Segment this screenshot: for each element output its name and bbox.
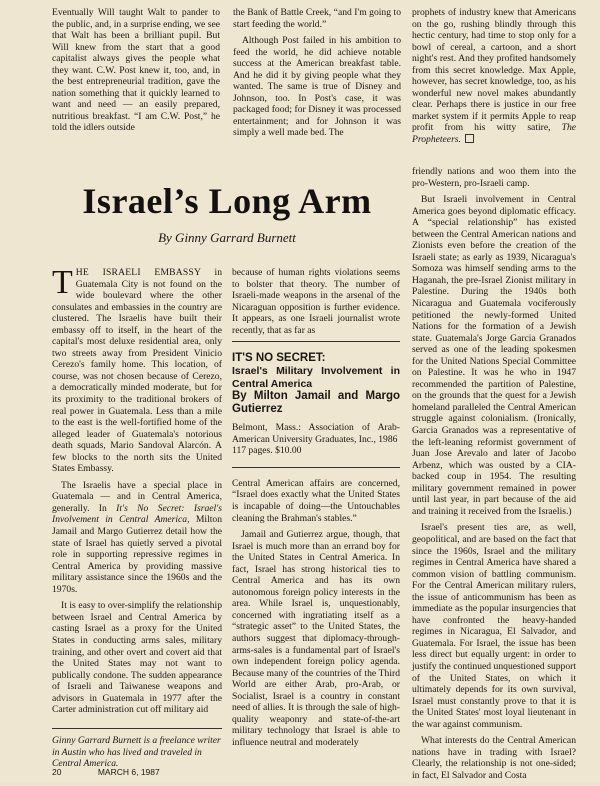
lead-smallcaps: HE ISRAELI EMBASSY	[75, 267, 202, 278]
paragraph: because of human rights violations seems to bolster that theory. The number of Israeli-made weapons in the arsenal of the Nicaraguan opposition is further evidence. It appears, as one Israeli journalist wrote recently, that as far as	[232, 267, 400, 336]
paragraph: the Bank of Battle Creek, “and I'm going to start feeding the world.”	[233, 7, 401, 30]
lead-paragraph	[52, 264, 222, 475]
paragraph: friendly nations and woo them into the pro-Western, pro-Israeli camp.	[412, 166, 576, 189]
paragraph	[412, 7, 576, 146]
book-details: 117 pages. $10.00	[232, 445, 302, 457]
paragraph: But Israeli involvement in Central America goes beyond diplomatic efficacy. A “special relationship” has existed between the Central American nations and Zionists even before the creation of the Israeli state; as early as 1939, Nicaragua's Somoza was himself sending arms to the Haganah, the pre-Israel Zionist military in Palestine. During the 1940s both Nicaragua and Guatemala vociferously petitioned the newly-formed United Nations for the formation of a Jewish state. Guatemala's Jorge Garcia Granados served as one of the leading spokesmen for the United Nations Special Committee on Palestine. It was he who in 1947 recommended the partition of Palestine, on the grounds that the quest for a Jewish homeland paralleled the Central American struggle against colonialism. (Ironically, Garcia Granados was a representative of the left-leaning reformist government of Juan Jose Arevalo and later of Jacobo Arbenz, which was ousted by a CIA-backed coup in 1954. The resulting military government remained in power until last year, in part because of the aid and training it received from the Israelis.)	[412, 194, 576, 517]
paragraph	[52, 480, 222, 595]
paragraph: Jamail and Gutierrez argue, though, that Israel is much more than an errand boy for the United States in Central America. In fact, Israel has strong historical ties to Central America and has its own autonomous foreign policy interests in the area. While Israel is, unquestionably, concerned with ingratiating itself as a “strategic asset” to the United States, the authors suggest that diplomacy-through-arms-sales is a fundamental part of Israel's own independent foreign policy agenda. Because many of the countries of the Third World are either Arab, pro-Arab, or Socialist, Israel is a country in constant need of allies. It is through the sale of high-quality weaponry and state-of-the-art military technology that Israel is able to influence neutral and moderately	[232, 529, 400, 748]
paragraph-text: Milton Jamail and Margo Gutierrez detail how the state of Israel has quietly served a pivotal role in supporting repressive regimes in Central America by providing massive military assistance since the 1960s and the 1970s.	[52, 514, 222, 595]
review-publisher	[232, 422, 400, 457]
article-byline: By Ginny Garrard Burnett	[158, 230, 296, 245]
author-bio: Ginny Garrard Burnett is a freelance writer in Austin who has lived and traveled in Central America.	[52, 728, 222, 770]
review-book-title: IT'S NO SECRET:	[232, 352, 326, 365]
review-book-authors: By Milton Jamail and Margo Gutierrez	[232, 390, 400, 416]
paragraph-text: prophets of industry knew that Americans on the go, rushing blindly through this hectic century, had time to stop only for a bowl of cereal, a cartoon, and a short night's rest. And they profited handsomely from this secret knowledge. Max Apple, however, has secret knowledge, too, as his wonderful new novel makes abundantly clear. Perhaps there is justice in our free market system if it permits Apple to reap profit from his witty satire,	[412, 7, 576, 134]
paragraph: Although Post failed in his ambition to feed the world, he did achieve notable success at the American breakfast table. And he did it by giving people what they wanted. The same is true of Disney and Johnson, too. In Post's case, it was packaged food; for Disney it was processed entertainment; and for Johnson it was simply a well made bed. The	[233, 35, 401, 139]
review-book-subtitle: Israel's Military Involvement in Central America	[232, 365, 400, 390]
book-title: It's No Secret: Israel's Involvement in Central America,	[52, 502, 223, 526]
divider	[232, 467, 400, 468]
paragraph-text: The Israelis have a special place in Guatemala — and in Central America, generally. In	[52, 479, 222, 514]
book-title: The Propheteers.	[412, 122, 576, 146]
end-mark-icon	[465, 134, 474, 143]
article-column-3	[412, 166, 576, 786]
paragraph: What interests do the Central American nations have in trading with Israel? Clearly, the relationship is not one-sided; in fact, El Salvador and Costa	[412, 735, 576, 781]
paragraph: Eventually Will taught Walt to pander to the public, and, in a surprise ending, we see that Walt has been a brilliant pupil. But Will knew from the start that a good capitalist always gives the people what they want. C.W. Post knew it, too, and, in the best entrepreneurial tradition, gave the nation something that it quickly learned to want and need — an easily prepared, nutritious breakfast. “I am C.W. Post,” he told the idlers outside	[52, 7, 220, 134]
publisher-line: Belmont, Mass.: Association of Arab-American University Graduates, Inc., 1986	[232, 422, 400, 445]
book-review-box	[232, 341, 400, 468]
article-column-1	[52, 264, 223, 721]
paragraph: Israel's present ties are, as well, geopolitical, and are based on the fact that since the 1960s, Israel and the military regimes in Central America have shared a common vision of battling communism. For the Central American military rulers, the issue of anticommunism has been as immediate as the popular insurgencies that have confronted the heavy-handed regimes in Nicaragua, El Salvador, and Guatemala. For Israel, the issue has been less direct but equally urgent: in order to justify the continued unquestioned support of the United States, on which it ultimately depends for its own survival, Israel must constantly prove to that it is the United States' most loyal lieutenant in the war against communism.	[412, 522, 576, 730]
paragraph: It is easy to over-simplify the relationship between Israel and Central America by casting Israel as a proxy for the United States in conducting arms sales, military training, and other overt and covert aid that the United States may not want to publically condone. The sudden appearance of Israeli and Taiwanese weapons and advisors in Guatemala in 1977 after the Carter administration cut off military aid	[52, 600, 222, 716]
prev-article-column-2	[233, 7, 401, 144]
issue-date: MARCH 6, 1987	[97, 767, 160, 777]
article-title: Israel’s Long Arm	[82, 181, 372, 221]
paragraph-text: in Guatemala City is not found on the wide boulevard where the other consulates and embassies in the country are clustered. The Israelis have built their embassy off to itself, in the heart of the capital's most deluxe residential area, only two streets away from President Vinicio Cerezo's family home. This location, of course, was not chosen because of Cerezo, a democratically minded moderate, but for its proximity to the traditional brokers of real power in Guatemala. Less than a mile to the east is the well-fortified home of the alleged leader of Guatemala's notorious death squads, Mario Sandoval Alarcón. A few blocks to the north sits the United States Embassy.	[52, 267, 222, 475]
prev-article-column-3	[412, 7, 576, 151]
page-number: 20	[52, 767, 62, 777]
article-column-2	[232, 267, 400, 754]
drop-cap: T	[52, 264, 73, 301]
page-footer	[52, 767, 252, 777]
prev-article-column-1	[52, 7, 220, 139]
paragraph: Central American affairs are concerned, “Israel does exactly what the United States is incapable of doing—the Untouchables cleaning the Brahman's stables.”	[232, 477, 400, 524]
